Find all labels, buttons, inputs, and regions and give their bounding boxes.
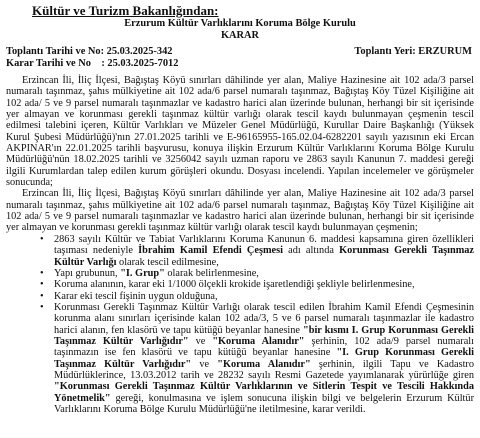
- item-text: adı altında: [282, 245, 340, 257]
- regulation-name: "Korunması Gerekli Taşınmaz Kültür Varlıklarının ve Sitlerin Tespit ve Tescili Hakkında Yönetmelik": [54, 381, 474, 404]
- decision-list: [6, 234, 474, 416]
- item-text: ve: [188, 335, 213, 347]
- item-text: ve: [191, 358, 218, 370]
- item-text: Korunması Gerekli Taşınmaz Kültür Varlığı olarak tescil edilen İbrahim Kamil Efendi Çeşmesinin korunma alanı sınırları içerisinde kalan 102 ada/3, 5 ve 6 parsel numaralı taşınmazlar ile kadastro harici alanın, fen klasörü ve tapu kütüğü beyanlar hanesine: [54, 301, 474, 336]
- fountain-name: İbrahim Kamil Efendi Çeşmesi: [138, 245, 283, 257]
- meeting-info-row: [6, 46, 474, 58]
- decision-item-protection-area: • Koruma alanının, karar eki 1/1000 ölçekli krokide işaretlendiği şekliyle belirlenmesine,: [54, 279, 474, 290]
- annotation-text: "bir kısmı I. Grup Korunması Gerekli Taşınmaz Kültür Varlığıdır": [54, 324, 475, 347]
- annotation-text: "Koruma Alanıdır": [217, 358, 311, 370]
- karar-heading: KARAR: [220, 29, 260, 41]
- item-text: Yapı grubunun,: [54, 267, 121, 279]
- item-text: 2863 sayılı Kültür ve Tabiat Varlıklarını Koruma Kanunun 6. maddesi kapsamına giren özellikleri taşıması nedeniyle: [54, 233, 474, 257]
- item-text: olarak tescil edilmesine,: [116, 256, 219, 268]
- asset-category: Korunması Gerekli Taşınmaz Kültür Varlığı: [54, 245, 474, 268]
- item-text: şerhinin, 102 ada/9 parsel numaralı taşınmazın ise fen klasörü ve tapu kütüğü beyanlar hanesine: [54, 335, 475, 359]
- council-name: Erzurum Kültür Varlıklarını Koruma Bölge Kurulu: [124, 18, 356, 29]
- item-text: olarak belirlenmesine,: [164, 267, 259, 279]
- paragraph-review: Erzincan İli, İliç İlçesi, Bağıştaş Köyü sınırları dâhilinde yer alan, Maliye Hazinesine ait 102 ada/3 parsel numaralı taşınmaz, şahıs mülkiyetine ait 102 ada/6 parsel numaralı taşınmaz, Bağıştaş Köy Tüzel Kişiliğine ait 102 ada/ 5 ve 9 parsel numaralı taşınmazlar ve kadastro harici alan üzerinde bulunan, herhangi bir sit içerisinde yer almayan ve korunması gerekli taşınmaz kültür varlığı olarak tescil kaydı bulunmayan çeşmenin tescil edilmesi talebini içeren, Kültür Varlıkları ve Müzeler Genel Müdürlüğü, Kurullar Daire Başkanlığı (Yüksek Kurul Şubesi Müdürlüğü)'nın 27.01.2025 tarihli ve E-96165955-165.02.04-6282201 sayılı yazısının eki Ercan AKPINAR'ın 22.01.2025 tarihli başvurusu, konuya ilişkin Erzurum Kültür Varlıklarını Koruma Bölge Kurulu Müdürlüğü'nün 18.02.2025 tarihli ve 3256042 sayılı uzman raporu ve 2863 sayılı Kanunun 7. maddesi gereği ilgili Kurumlardan talep edilen kurum görüşleri okundu. Dosyası incelendi. Yapılan incelemeler ve görüşmeler sonucunda;: [6, 75, 474, 189]
- building-group: "I. Grup": [120, 267, 165, 279]
- item-text: gereği, konulmasına ve işlem sonucuna ilişkin bilgi ve belgelerin Erzurum Kültür Varlıklarını Koruma Bölge Kurulu Müdürlüğü'ne iletilmesine, karar verildi.: [54, 392, 474, 415]
- ministry-heading: Kültür ve Turizm Bakanlığından:: [32, 3, 219, 18]
- annotation-text: "Koruma Alanıdır": [212, 335, 305, 347]
- decision-date-number: Karar Tarihi ve No : 25.03.2025-7012: [6, 57, 179, 69]
- decision-item-land-registry: [54, 302, 474, 415]
- paragraph-subject: Erzincan İli, İliç İlçesi, Bağıştaş Köyü sınırları dâhilinde yer alan, Maliye Hazinesine ait 102 ada/3 parsel numaralı taşınmaz, şahıs mülkiyetine ait 102 ada/6 parsel numaralı taşınmaz, Bağıştaş Köy Tüzel Kişiliğine ait 102 ada/ 5 ve 9 parsel numaralı taşınmazlar ve kadastro harici alan üzerinde bulunan, herhangi bir sit içerisinde yer almayan ve korunması gerekli taşınmaz kültür varlığı olarak tescil kaydı bulunmayan çeşmenin;: [6, 188, 474, 234]
- decision-body: [6, 75, 474, 415]
- meeting-date-number: Toplantı Tarihi ve No: 25.03.2025-342: [6, 46, 173, 57]
- annotation-text: "I. Grup Korunması Gerekli Taşınmaz Kültür Varlığıdır": [54, 347, 474, 370]
- decision-item-group: [54, 268, 474, 279]
- meeting-place: Toplantı Yeri: ERZURUM: [354, 46, 472, 57]
- decision-item-registration: [54, 234, 474, 268]
- decision-item-registration-form: • Karar eki tescil fişinin uygun olduğuna,: [54, 291, 474, 302]
- item-text: şerhinin, ilgili Tapu ve Kadastro Müdürlüklerince, 13.03.2012 tarih ve 28232 sayılı Resmi Gazetede yayımlanarak yürürlüğe giren: [54, 358, 475, 381]
